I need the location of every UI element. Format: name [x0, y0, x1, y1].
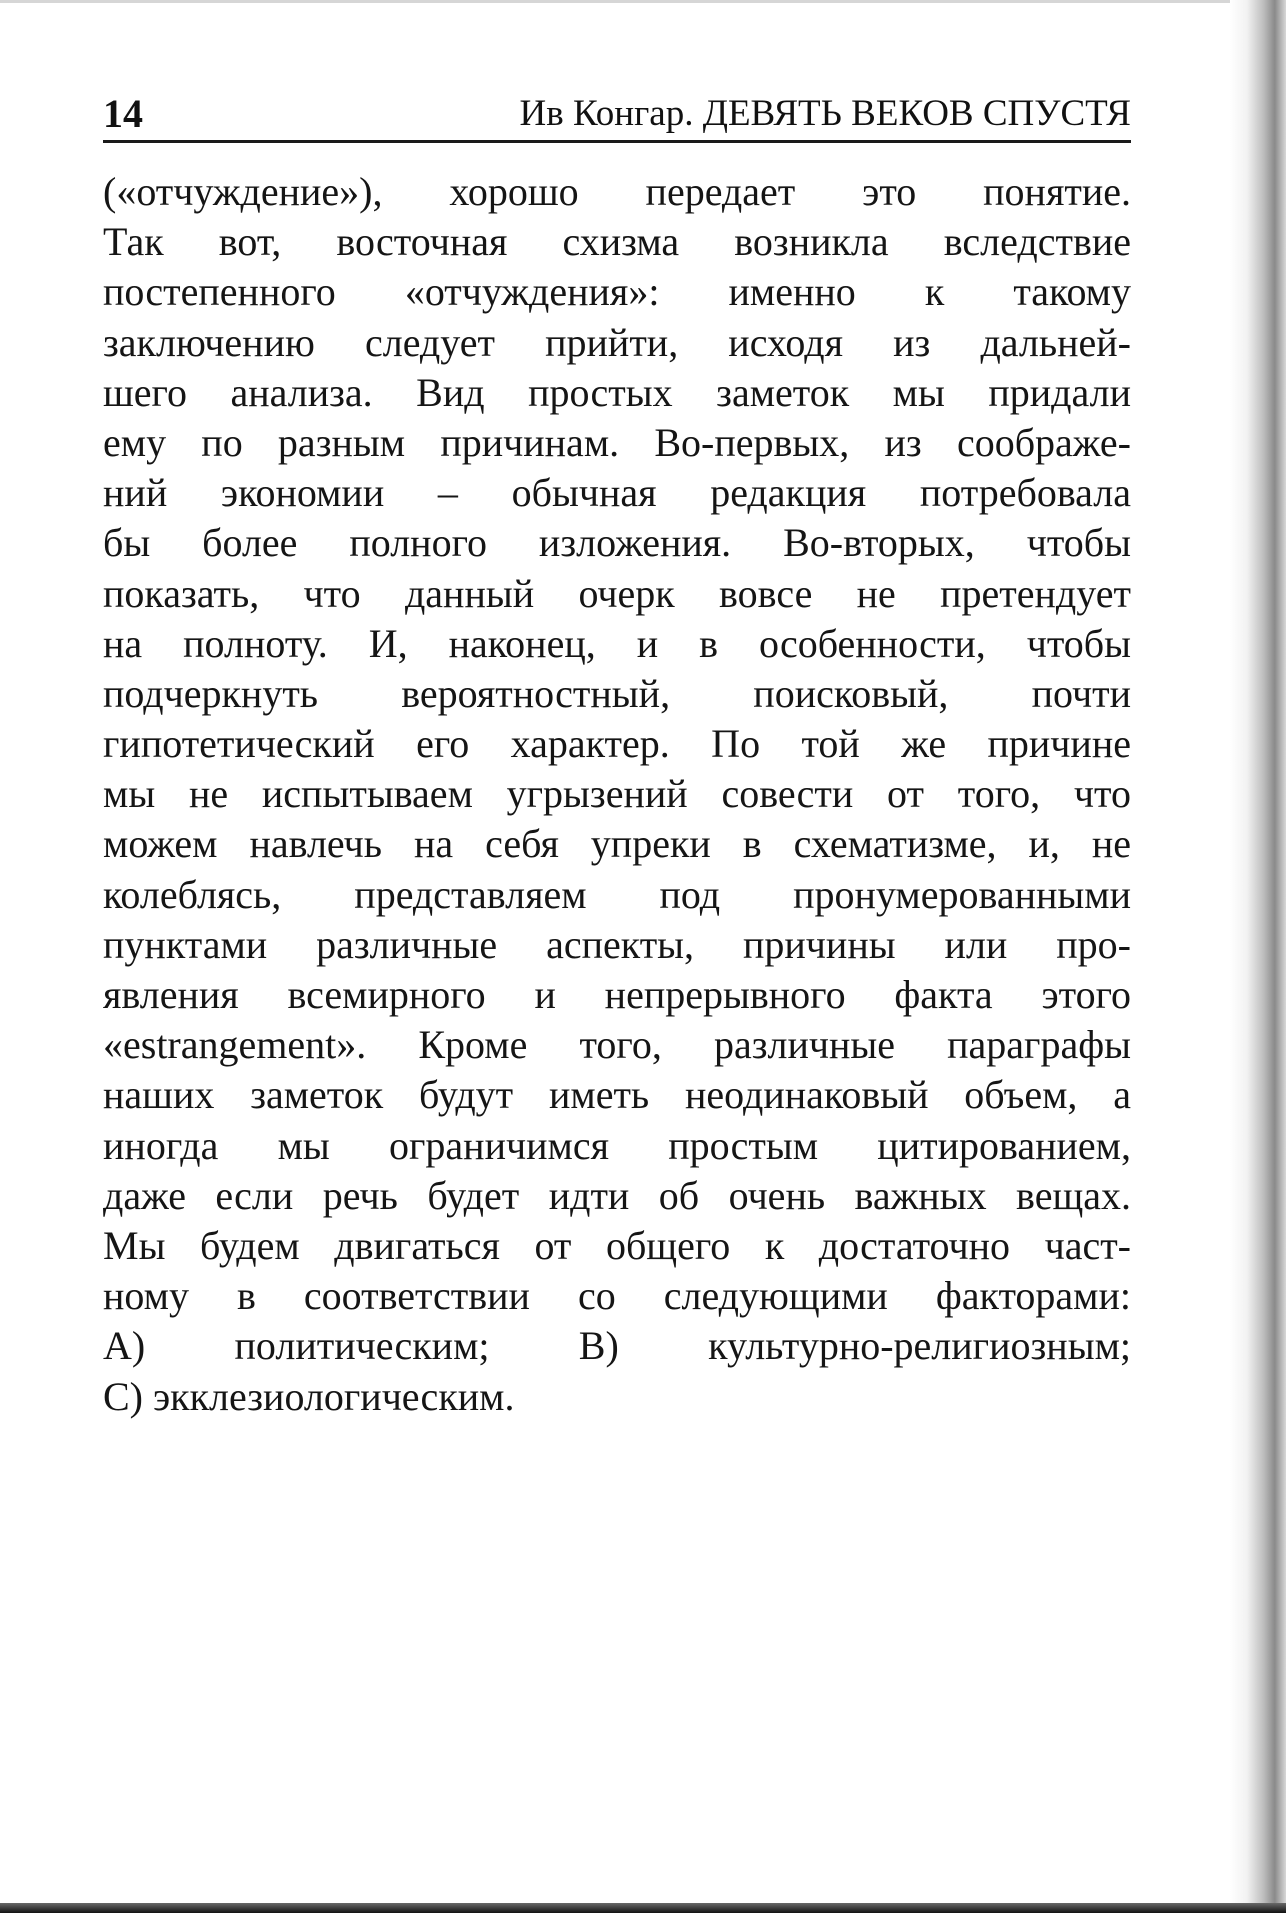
text-line: постепенного «отчуждения»: именно к такому	[103, 269, 1131, 315]
text-line: явления всемирного и непрерывного факта этого	[103, 972, 1131, 1017]
text-line: Мы будем двигаться от общего к достаточно част-	[103, 1222, 1131, 1268]
text-line: даже если речь будет идти об очень важных вещах.	[103, 1172, 1131, 1218]
page-right-edge	[1230, 0, 1286, 1913]
text-line: С) экклезиологическим.	[103, 1373, 515, 1419]
text-line: бы более полного изложения. Во-вторых, чтобы	[103, 520, 1131, 566]
text-line: ему по разным причинам. Во-первых, из соображе-	[103, 419, 1131, 465]
text-line: ний экономии – обычная редакция потребовала	[103, 470, 1131, 516]
text-line: можем навлечь на себя упреки в схематизме, и, не	[103, 821, 1131, 867]
text-line: показать, что данный очерк вовсе не претендует	[103, 570, 1131, 616]
text-line: ному в соответствии со следующими факторами:	[103, 1273, 1131, 1319]
running-head: Ив Конгар. ДЕВЯТЬ ВЕКОВ СПУСТЯ	[519, 93, 1131, 134]
page-number: 14	[103, 91, 143, 136]
text-line: А) политическим; В) культурно-религиозным;	[103, 1323, 1131, 1369]
text-line: Так вот, восточная схизма возникла вследствие	[103, 219, 1131, 265]
page-bottom-edge	[0, 1903, 1286, 1913]
text-line: заключению следует прийти, исходя из дальней-	[103, 319, 1131, 365]
text-line: гипотетический его характер. По той же причине	[103, 721, 1131, 767]
text-line: мы не испытываем угрызений совести от того, что	[103, 771, 1131, 817]
text-line: иногда мы ограничимся простым цитированием,	[103, 1122, 1131, 1168]
page-header	[103, 88, 1131, 143]
body-text	[103, 167, 1131, 1422]
text-line: на полноту. И, наконец, и в особенности, чтобы	[103, 620, 1131, 666]
text-line: («отчуждение»), хорошо передает это понятие.	[103, 169, 1131, 214]
text-line: колеблясь, представляем под пронумерованными	[103, 871, 1131, 917]
text-line: наших заметок будут иметь неодинаковый объем, а	[103, 1072, 1131, 1118]
text-line: подчеркнуть вероятностный, поисковый, почти	[103, 670, 1131, 716]
page-top-edge	[0, 0, 1286, 3]
text-line: шего анализа. Вид простых заметок мы придали	[103, 369, 1131, 415]
text-line: пунктами различные аспекты, причины или про-	[103, 921, 1131, 967]
text-line: «estrangement». Кроме того, различные параграфы	[103, 1022, 1131, 1068]
